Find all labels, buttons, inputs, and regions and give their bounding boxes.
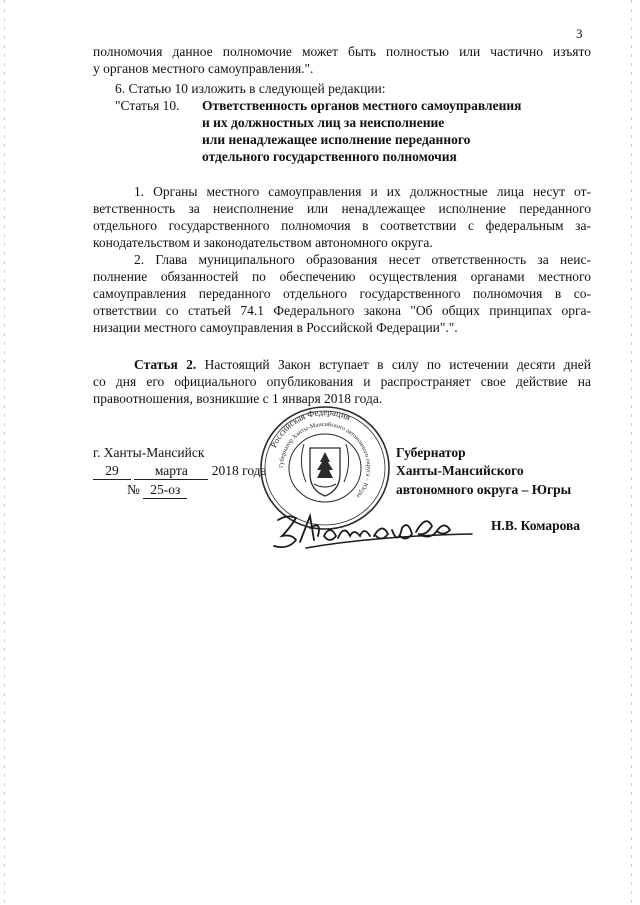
signing-date <box>93 462 267 480</box>
clause-1-line-4: конодательством и законодательством автономного округа. <box>93 235 433 250</box>
article-2-line-3: правоотношения, возникшие с 1 января 2018 года. <box>93 391 383 406</box>
article-2-label: Статья 2. <box>134 357 197 372</box>
article-2-line-1 <box>134 356 591 373</box>
article-10-title-line-1: Ответственность органов местного самоуправления <box>202 98 522 113</box>
clause-1-line-1: 1. Органы местного самоуправления и их должностные лица несут от- <box>134 184 591 199</box>
signing-number-line <box>127 481 187 499</box>
handwritten-signature <box>266 506 480 554</box>
signing-number: 25-оз <box>143 481 187 499</box>
clause-2-line-1: 2. Глава муниципального образования несет ответственность за неис- <box>134 252 591 267</box>
scan-edge-left <box>4 0 5 905</box>
item-6: 6. Статью 10 изложить в следующей редакции: <box>115 81 386 96</box>
article-10-title-line-3: или ненадлежащее исполнение переданного <box>202 132 471 147</box>
number-sign: № <box>127 482 140 497</box>
clause-2-line-5: низации местного самоуправления в Российской Федерации".". <box>93 320 458 335</box>
article-10-title-line-4: отдельного государственного полномочия <box>202 149 457 164</box>
signing-city: г. Ханты-Мансийск <box>93 445 205 460</box>
seal-inner-textpath: Губернатор Ханты-Мансийского автономного округа – Югры <box>277 420 373 500</box>
article-2-line-2: со дня его официального опубликования и распространяет свое действие на <box>93 374 591 389</box>
page-number: 3 <box>576 26 583 41</box>
clause-1-line-2: ветственность за неисполнение или ненадлежащее исполнение переданного <box>93 201 591 216</box>
paragraph-cont-line-1: полномочия данное полномочие может быть полностью или частично изъято <box>93 44 591 59</box>
paragraph-cont-line-2: у органов местного самоуправления.". <box>93 61 314 76</box>
clause-2-line-2: полнение обязанностей по обеспечению осуществления органами местного <box>93 269 591 284</box>
governor-title-line-2: Ханты-Мансийского <box>396 463 524 478</box>
article-2-text-line-1: Настоящий Закон вступает в силу по истечении десяти дней <box>204 357 591 372</box>
scan-edge-right <box>631 0 632 905</box>
seal-outer-textpath: Российская Федерация <box>268 406 352 450</box>
signing-month: марта <box>134 462 208 480</box>
clause-2-line-3: самоуправления переданного отдельного государственного полномочия в со- <box>93 286 591 301</box>
governor-title-line-3: автономного округа – Югры <box>396 482 572 497</box>
clause-1-line-3: отдельного государственного полномочия в соответствии с федеральным за- <box>93 218 591 233</box>
signing-year: 2018 года <box>211 463 267 478</box>
article-10-prefix: "Статья 10. <box>115 98 180 113</box>
article-10-title-line-2: и их должностных лиц за неисполнение <box>202 115 445 130</box>
governor-name: Н.В. Комарова <box>491 518 581 533</box>
governor-title-line-1: Губернатор <box>396 445 466 460</box>
coat-of-arms-icon <box>301 444 348 496</box>
signing-day: 29 <box>93 462 131 480</box>
clause-2-line-4: ответствии со статьей 74.1 Федерального закона "Об общих принципах орга- <box>93 303 591 318</box>
